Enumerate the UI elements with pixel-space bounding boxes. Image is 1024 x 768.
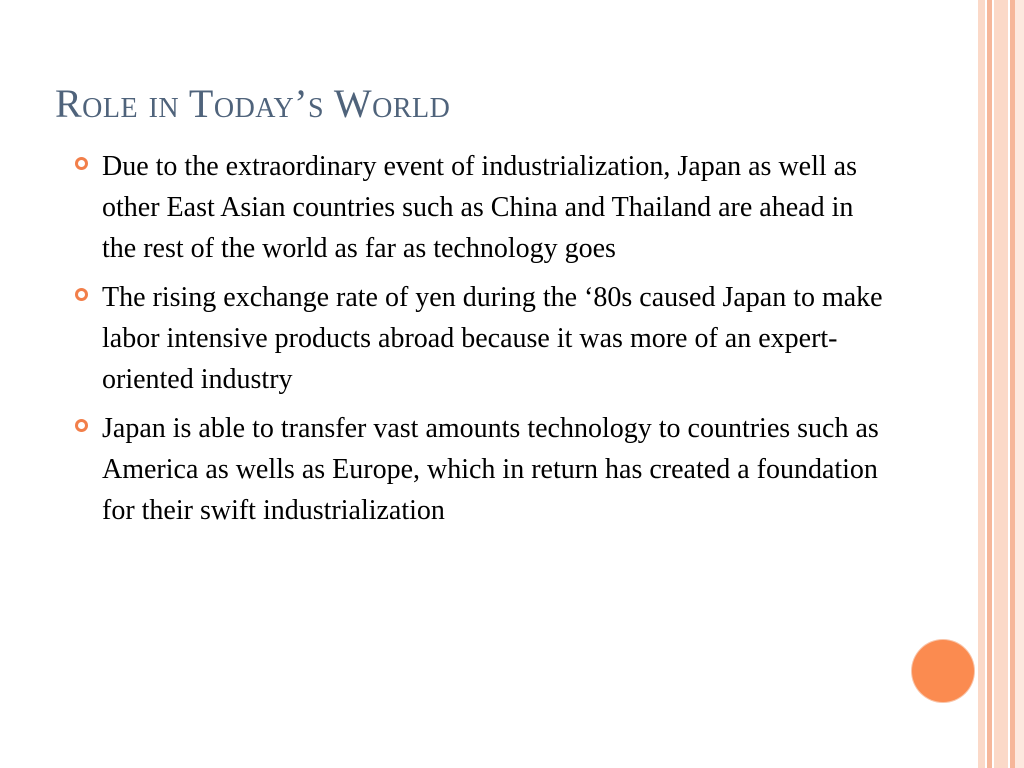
bullet-text: Due to the extraordinary event of industrialization, Japan as well as other East Asian countries such as China and Thailand are ahead in the rest of the world as far as technology goes xyxy=(102,151,857,264)
bullet-item xyxy=(75,146,885,269)
ring-bullet-icon xyxy=(75,419,88,432)
ring-bullet-icon xyxy=(75,157,88,170)
slide-title: Role in Today’s World xyxy=(55,81,451,126)
bullet-text: Japan is able to transfer vast amounts technology to countries such as America as wells as Europe, which in return has created a foundation for their swift industrialization xyxy=(102,413,879,526)
decorative-side-stripes xyxy=(978,0,1024,768)
bullet-item xyxy=(75,277,885,400)
bullet-item xyxy=(75,408,885,531)
bullet-text: The rising exchange rate of yen during the ‘80s caused Japan to make labor intensive products abroad because it was more of an expert-oriented industry xyxy=(102,282,883,395)
bullet-list xyxy=(75,146,885,539)
decorative-circle xyxy=(912,640,974,702)
ring-bullet-icon xyxy=(75,288,88,301)
